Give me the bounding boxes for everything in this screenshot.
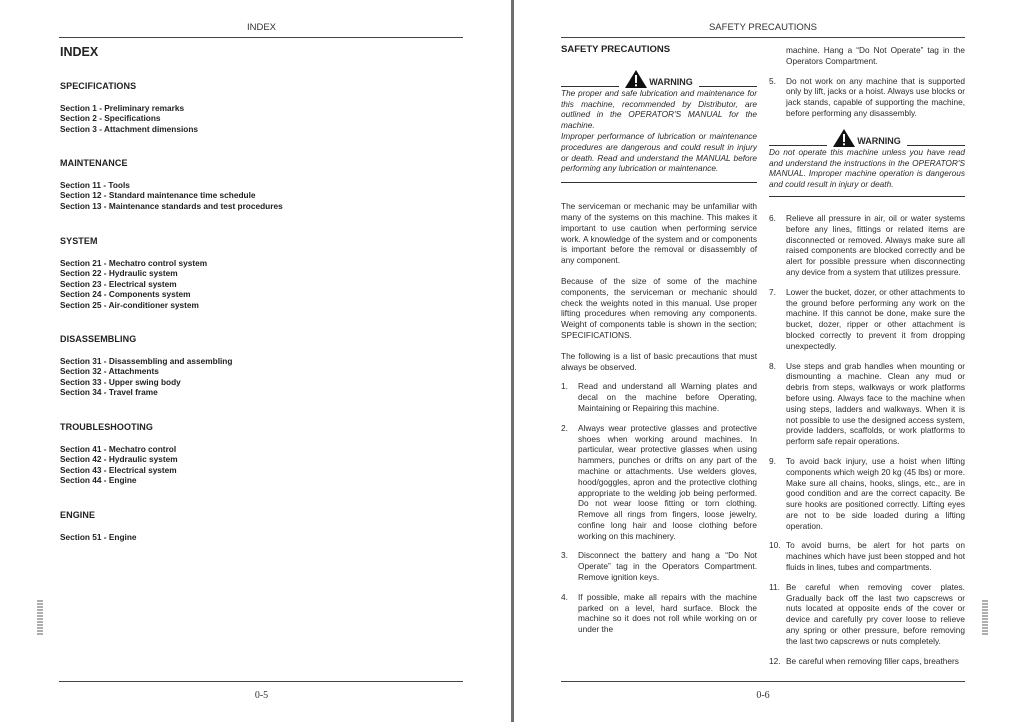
item-number: 2. xyxy=(561,422,568,433)
warning-label: WARNING xyxy=(649,77,693,87)
item-text: Disconnect the battery and hang a “Do Not Operate” tag in the Operators Compartment. Remove ignition keys. xyxy=(578,550,757,583)
index-group-engine xyxy=(60,510,137,542)
item-text: If possible, make all repairs with the machine parked on a level, hard surface. Block the machine so it does not roll while working on or under the xyxy=(578,591,757,635)
left-page-index xyxy=(0,0,511,722)
list-item xyxy=(769,361,965,447)
index-group-troubleshooting xyxy=(60,422,178,486)
item-number: 1. xyxy=(561,381,568,392)
rule xyxy=(561,86,619,87)
warning-header xyxy=(561,70,757,88)
item-number: 5. xyxy=(769,75,776,86)
item-text: To avoid back injury, use a hoist when lifting components which weigh 20 kg (45 lbs) or more. Make sure all chains, hooks, slings, etc., are in good condition and are the correct capacity. Be sure hooks are positioned correctly. Lifting eyes are not to be side loaded during a lifting operation. xyxy=(786,455,965,531)
rule xyxy=(907,145,965,146)
index-entry[interactable]: Section 32 - Attachments xyxy=(60,366,159,377)
index-entry[interactable]: Section 23 - Electrical system xyxy=(60,278,177,289)
index-group-disassembling xyxy=(60,334,232,398)
list-item xyxy=(561,381,757,413)
list-item xyxy=(769,287,965,352)
warning-text: Improper performance of lubrication or maintenance procedures are dangerous and could result in injury or death. Read and understand the MANUAL before performing any lubrication or maintenance. xyxy=(561,130,757,174)
warning-box xyxy=(561,70,757,183)
index-group-system xyxy=(60,236,207,310)
page-title: INDEX xyxy=(60,45,99,59)
rule xyxy=(769,196,965,197)
index-group-specifications xyxy=(60,81,198,134)
margin-document-code xyxy=(37,600,43,636)
warning-header xyxy=(769,129,965,147)
group-heading: DISASSEMBLING xyxy=(60,334,137,344)
item-number: 4. xyxy=(561,591,568,602)
index-group-maintenance xyxy=(60,158,283,211)
page-number: 0-5 xyxy=(254,690,269,701)
list-item xyxy=(769,213,965,278)
section-title: SAFETY PRECAUTIONS xyxy=(561,44,671,55)
footer-rule xyxy=(59,681,463,682)
item-number: 7. xyxy=(769,286,776,297)
index-entry[interactable]: Section 22 - Hydraulic system xyxy=(60,268,178,279)
item-text: Read and understand all Warning plates and decal on the machine before Operating, Maintaining or Repairing this machine. xyxy=(578,381,757,413)
index-entry[interactable]: Section 25 - Air-conditioner system xyxy=(60,299,199,310)
index-entry[interactable]: Section 12 - Standard maintenance time schedule xyxy=(60,190,256,201)
warning-box xyxy=(769,129,965,197)
paragraph: The serviceman or mechanic may be unfamiliar with many of the systems on this machine. This makes it important to use caution when performing service work. A knowledge of the system and or components is important before the removal or disassembly of any component. xyxy=(561,201,757,266)
index-entry[interactable]: Section 1 - Preliminary remarks xyxy=(60,103,185,113)
item-text: Always wear protective glasses and protective shoes when working around machines. In particular, wear protective glasses when using hammers, punches or drifts on any part of the machine or attachments. Use welders gloves, hood/goggles, apron and the protective clothing appropriate to the welding job being performed. Do not wear loose fitting or torn clothing. Remove all rings from fingers, loose jewelry, confine long hair and loose clothing before working on this machinery. xyxy=(578,422,757,541)
item-text: Lower the bucket, dozer, or other attachments to the ground before performing any work on the machine. If this cannot be done, make sure the bucket, dozer, ripper or other attachment is blocked correctly to prevent it from dropping unexpectedly. xyxy=(786,286,965,351)
index-entry[interactable]: Section 13 - Maintenance standards and test procedures xyxy=(60,200,283,211)
warning-text: Do not operate this machine unless you have read and understand the instructions in the OPERATOR'S MANUAL. Improper machine operation is dangerous and could result in injury or death. xyxy=(769,146,965,190)
list-item xyxy=(769,656,965,667)
index-entry[interactable]: Section 33 - Upper swing body xyxy=(60,376,181,387)
running-head: SAFETY PRECAUTIONS xyxy=(708,22,818,33)
item-number: 8. xyxy=(769,360,776,371)
rule xyxy=(561,182,757,183)
item-number: 10. xyxy=(769,540,781,551)
index-entry[interactable]: Section 43 - Electrical system xyxy=(60,464,177,475)
header-rule xyxy=(59,37,463,38)
group-heading: ENGINE xyxy=(60,510,96,520)
index-entry[interactable]: Section 31 - Disassembling and assembling xyxy=(60,356,233,366)
index-entry[interactable]: Section 24 - Components system xyxy=(60,289,191,300)
item-continuation: machine. Hang a “Do Not Operate” tag in the Operators Compartment. xyxy=(786,45,965,66)
warning-label: WARNING xyxy=(857,135,901,146)
warning-triangle-icon xyxy=(625,70,647,88)
group-heading: SYSTEM xyxy=(60,236,98,246)
index-entry[interactable]: Section 34 - Travel frame xyxy=(60,387,158,398)
list-item xyxy=(769,540,965,572)
item-text: To avoid burns, be alert for hot parts on machines which have just been stopped and hot fluids in lines, tubes and compartments. xyxy=(786,540,965,573)
page-number: 0-6 xyxy=(756,690,770,701)
item-number: 12. xyxy=(769,655,781,666)
index-entry[interactable]: Section 44 - Engine xyxy=(60,475,137,486)
index-entry[interactable]: Section 51 - Engine xyxy=(60,532,137,542)
list-item xyxy=(769,76,965,119)
column-right xyxy=(769,45,965,666)
list-item xyxy=(769,582,965,647)
list-item xyxy=(769,456,965,532)
item-text: Be careful when removing cover plates. Gradually back off the last two capscrews or nuts located at opposite ends of the cover or device and carefully pry cover loose to relieve any spring or other pressure, before removing the last two capscrews or nuts completely. xyxy=(786,581,965,646)
warning-text: The proper and safe lubrication and maintenance for this machine, recommended by Distributor, are outlined in the OPERATOR'S MANUAL for the machine. xyxy=(561,87,757,131)
group-heading: MAINTENANCE xyxy=(60,158,128,168)
item-text: Be careful when removing filler caps, breathers xyxy=(786,655,959,666)
list-item xyxy=(561,592,757,635)
index-entry[interactable]: Section 3 - Attachment dimensions xyxy=(60,123,198,134)
rule xyxy=(769,145,827,146)
footer-rule xyxy=(561,681,965,682)
index-entry[interactable]: Section 42 - Hydraulic system xyxy=(60,454,178,465)
header-rule xyxy=(561,37,965,38)
item-number: 6. xyxy=(769,212,776,223)
index-entry[interactable]: Section 2 - Specifications xyxy=(60,113,161,124)
rule xyxy=(699,86,757,87)
item-number: 9. xyxy=(769,455,776,466)
item-text: Use steps and grab handles when mounting or dismounting a machine. Clean any mud or debris from steps, walkways or work platforms before using. Always face to the machine when using steps, ladders and walkways. When it is not possible to use the designed access system, provide ladders, scaffolds, or work platforms to perform safe repair operations. xyxy=(786,360,965,447)
list-item xyxy=(561,550,757,582)
paragraph: Because of the size of some of the machine components, the serviceman or mechanic should check the weights noted in this manual. Use proper lifting procedures when removing any components. Weight of components table is shown in the section; SPECIFICATIONS. xyxy=(561,275,757,340)
warning-triangle-icon xyxy=(833,129,855,147)
margin-document-code xyxy=(982,600,988,636)
group-heading: SPECIFICATIONS xyxy=(60,81,137,91)
group-heading: TROUBLESHOOTING xyxy=(60,422,153,432)
index-entry[interactable]: Section 41 - Mechatro control xyxy=(60,444,177,454)
item-text: Relieve all pressure in air, oil or water systems before any lines, fittings or related items are disconnected or removed. Always make sure all raised components are blocked correctly and be alert for possible pressure when disconnecting any device from a system that utilizes pressure. xyxy=(786,212,965,277)
paragraph: The following is a list of basic precautions that must always be observed. xyxy=(561,350,757,372)
index-entry[interactable]: Section 11 - Tools xyxy=(60,180,130,190)
item-number: 11. xyxy=(769,581,780,592)
item-number: 3. xyxy=(561,550,568,561)
index-entry[interactable]: Section 21 - Mechatro control system xyxy=(60,258,208,268)
list-item xyxy=(561,423,757,542)
running-head: INDEX xyxy=(246,22,277,33)
column-left xyxy=(561,45,757,635)
item-text: Do not work on any machine that is supported only by lift, jacks or a hoist. Always use blocks or jack stands, capable of supporting the machine, before performing any disassembly. xyxy=(786,75,965,118)
